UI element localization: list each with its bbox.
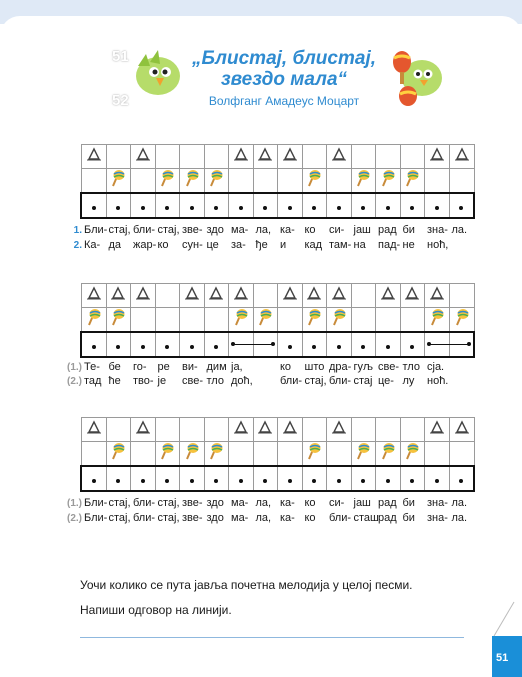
grid-cell [204,145,229,169]
grid-cell [400,418,425,442]
lyric-syllable: ла, [255,224,272,236]
lyric-syllable: там- [329,239,352,251]
maracas-icon [400,169,425,194]
beat-dot [278,466,303,491]
maracas-icon [327,308,352,333]
grid-cell [302,145,327,169]
verse-number: 2. [73,240,82,251]
verse-number: (1.) [67,498,82,509]
maracas-icon [302,442,327,467]
maracas-icon [204,169,229,194]
beat-dot [302,193,327,218]
lyric-syllable: све- [378,361,400,373]
lyric-syllable: ла. [451,512,468,524]
lyric-syllable: зна- [427,497,448,509]
lyric-syllable: здо [206,497,224,509]
grid-cell [81,442,106,467]
grid-cell [180,308,205,333]
beat-dot [351,466,376,491]
tied-beat [425,332,450,357]
beat-dot [81,332,106,357]
grid-cell [449,284,474,308]
verse-number: (2.) [67,513,82,524]
song-title-line-1: „Блистај, блистај, [192,48,376,69]
lyric-syllable: ла, [255,497,272,509]
lyrics-line-3-2 [60,512,480,524]
lyric-syllable: ка- [280,512,295,524]
lyric-syllable: ће [108,375,121,387]
lyric-syllable: стај, [157,224,180,236]
lyric-syllable: ма- [231,497,249,509]
verse-number: 1. [73,225,82,236]
lyric-syllable: зна- [427,224,448,236]
grid-cell [253,284,278,308]
triangle-instrument-icon [229,145,254,169]
lyric-syllable: Бли- [84,512,108,524]
lyric-syllable: стај, [108,497,131,509]
beat-dot [204,332,229,357]
triangle-instrument-icon [425,418,450,442]
maracas-icon [106,169,131,194]
beat-dot [302,466,327,491]
lyric-syllable: зна- [427,512,448,524]
maracas-icon [302,308,327,333]
lyric-syllable: здо [206,512,224,524]
maracas-icon [302,169,327,194]
lyric-syllable: Ка- [84,239,101,251]
triangle-instrument-icon [253,418,278,442]
lyric-syllable: зве- [182,512,203,524]
beat-dot [131,193,156,218]
beat-dot [106,332,131,357]
beat-dot [253,193,278,218]
lyric-syllable: ја, [231,361,243,373]
lyric-syllable: гуљ [353,361,373,373]
beat-dot [204,193,229,218]
lyric-syllable: сја. [427,361,445,373]
beat-dot [229,466,254,491]
beat-dot [131,466,156,491]
grid-cell [155,145,180,169]
beat-dot [155,332,180,357]
lyric-syllable: дим [206,361,227,373]
triangle-instrument-icon [327,145,352,169]
lyric-syllable: дра- [329,361,352,373]
beat-dot [253,466,278,491]
lyric-syllable: рад [378,224,397,236]
lyric-syllable: јаш [353,224,371,236]
grid-cell [449,169,474,194]
lyric-syllable: жар- [133,239,157,251]
maracas-icon [204,442,229,467]
triangle-instrument-icon [278,284,303,308]
grid-cell [449,442,474,467]
triangle-instrument-icon [81,145,106,169]
lyric-syllable: ноћ. [427,375,449,387]
triangle-instrument-icon [449,145,474,169]
lyric-syllable: би [402,224,415,236]
lyric-syllable: стај, [108,224,131,236]
lyric-syllable: Бли- [84,497,108,509]
triangle-instrument-icon [204,284,229,308]
grid-cell [229,169,254,194]
beat-dot [327,332,352,357]
lyric-syllable: ко [304,497,316,509]
lyrics-line-3-1 [60,497,480,509]
triangle-instrument-icon [327,418,352,442]
grid-cell [155,308,180,333]
lyric-syllable: јаш [353,497,371,509]
beat-dot [376,193,401,218]
grid-cell [351,418,376,442]
lyrics-line-2-1 [60,361,480,373]
grid-cell [253,442,278,467]
grid-cell [400,308,425,333]
beat-dot [400,193,425,218]
task-instruction: Напиши одговор на линији. [80,603,232,617]
song-number-1: 51 [112,48,129,65]
maracas-icon [81,308,106,333]
lyric-syllable: ко [157,239,169,251]
lyric-syllable: ви- [182,361,198,373]
lyric-syllable: здо [206,224,224,236]
grid-cell [131,442,156,467]
triangle-instrument-icon [425,145,450,169]
triangle-instrument-icon [131,145,156,169]
lyric-syllable: тло [206,375,224,387]
triangle-instrument-icon [81,284,106,308]
lyric-syllable: ма- [231,512,249,524]
lyric-syllable: зве- [182,497,203,509]
lyric-syllable: кад [304,239,323,251]
grid-cell [425,169,450,194]
beat-dot [351,332,376,357]
triangle-instrument-icon [180,284,205,308]
beat-dot [229,193,254,218]
maracas-icon [376,442,401,467]
lyric-syllable: не [402,239,415,251]
lyric-syllable: Бли- [84,224,108,236]
beat-dot [131,332,156,357]
maracas-icon [155,169,180,194]
grid-cell [376,145,401,169]
grid-cell [180,145,205,169]
lyric-syllable: стај, [304,375,327,387]
pen-icon [484,596,522,640]
maracas-icon [351,169,376,194]
beat-dot [278,193,303,218]
lyric-syllable: лу [402,375,415,387]
lyric-syllable: си- [329,224,345,236]
lyrics-line-1-1 [60,224,480,236]
triangle-instrument-icon [425,284,450,308]
lyric-syllable: све- [182,375,204,387]
maracas-icon [425,308,450,333]
lyric-syllable: зве- [182,224,203,236]
beat-dot [106,466,131,491]
lyric-syllable: ко [304,224,316,236]
bird-mascot-icon [128,44,186,102]
bird-with-maracas-icon [388,44,446,110]
lyric-syllable: бли- [133,224,156,236]
triangle-instrument-icon [229,284,254,308]
grid-cell [131,308,156,333]
triangle-instrument-icon [449,418,474,442]
maracas-icon [229,308,254,333]
triangle-instrument-icon [131,418,156,442]
maracas-icon [180,442,205,467]
beat-dot [400,466,425,491]
beat-dot [376,466,401,491]
grid-cell [376,308,401,333]
grid-cell [204,418,229,442]
triangle-instrument-icon [229,418,254,442]
maracas-icon [106,442,131,467]
beat-dot [180,466,205,491]
grid-cell [155,418,180,442]
lyric-syllable: ка- [280,224,295,236]
grid-cell [204,308,229,333]
lyric-syllable: би [402,512,415,524]
answer-line[interactable] [80,637,464,638]
beat-dot [180,193,205,218]
lyric-syllable: што [304,361,325,373]
rhythm-grid-2 [80,283,475,358]
tied-beat [229,332,254,357]
verse-number: (1.) [67,362,82,373]
grid-cell [253,169,278,194]
task-question: Уочи колико се пута јавља почетна мелодија у целој песми. [80,578,413,592]
grid-cell [327,169,352,194]
grid-cell [180,418,205,442]
lyric-syllable: би [402,497,415,509]
beat-dot [155,466,180,491]
beat-dot [155,193,180,218]
grid-cell [425,442,450,467]
beat-dot [327,193,352,218]
lyric-syllable: ка- [280,497,295,509]
lyric-syllable: стај, [108,512,131,524]
lyric-syllable: ко [280,361,292,373]
song-number-2: 52 [112,92,129,109]
song-title-line-2: звездо мала“ [220,69,348,90]
grid-cell [327,442,352,467]
lyric-syllable: тво- [133,375,154,387]
lyric-syllable: и [280,239,287,251]
lyric-syllable: ноћ, [427,239,449,251]
triangle-instrument-icon [278,418,303,442]
beat-dot [400,332,425,357]
lyric-syllable: тад [84,375,102,387]
beat-dot [327,466,352,491]
beat-dot [106,193,131,218]
beat-dot [376,332,401,357]
lyrics-line-2-2 [60,375,480,387]
grid-cell [376,418,401,442]
lyric-syllable: је [157,375,167,387]
lyric-syllable: Те- [84,361,100,373]
maracas-icon [400,442,425,467]
grid-cell [81,169,106,194]
lyric-syllable: бе [108,361,121,373]
lyric-syllable: ђе [255,239,268,251]
lyric-syllable: ла. [451,224,468,236]
lyric-syllable: це- [378,375,394,387]
beat-dot [425,466,450,491]
grid-cell [351,308,376,333]
maracas-icon [155,442,180,467]
grid-cell [278,308,303,333]
triangle-instrument-icon [131,284,156,308]
lyric-syllable: стај [353,375,373,387]
song-title [186,48,382,90]
maracas-icon [180,169,205,194]
top-band-curve [0,16,522,36]
maracas-icon [376,169,401,194]
lyric-syllable: бли- [329,375,352,387]
lyric-syllable: бли- [133,512,156,524]
lyric-syllable: доћ, [231,375,253,387]
beat-dot [204,466,229,491]
lyric-syllable: го- [133,361,147,373]
triangle-instrument-icon [400,284,425,308]
beat-dot [425,193,450,218]
lyric-syllable: рад [378,512,397,524]
lyric-syllable: тло [402,361,420,373]
grid-cell [155,284,180,308]
lyric-syllable: пад- [378,239,401,251]
lyric-syllable: ла, [255,512,272,524]
triangle-instrument-icon [278,145,303,169]
page-number: 51 [496,652,509,664]
triangle-instrument-icon [376,284,401,308]
lyric-syllable: сун- [182,239,203,251]
beat-dot [302,332,327,357]
beat-dot [449,193,474,218]
grid-cell [131,169,156,194]
triangle-instrument-icon [327,284,352,308]
triangle-instrument-icon [106,284,131,308]
lyric-syllable: бли- [329,512,352,524]
lyric-syllable: си- [329,497,345,509]
lyric-syllable: стај, [157,512,180,524]
triangle-instrument-icon [253,145,278,169]
grid-cell [106,418,131,442]
maracas-icon [106,308,131,333]
grid-cell [278,442,303,467]
lyric-syllable: ла. [451,497,468,509]
triangle-instrument-icon [81,418,106,442]
lyric-syllable: рад [378,497,397,509]
lyric-syllable: бли- [133,497,156,509]
beat-dot [180,332,205,357]
rhythm-grid-3 [80,417,475,492]
beat-dot [449,466,474,491]
lyric-syllable: ко [304,512,316,524]
triangle-instrument-icon [302,284,327,308]
composer-name: Волфганг Амадеус Моцарт [208,94,360,108]
lyric-syllable: стај, [157,497,180,509]
grid-cell [302,418,327,442]
lyric-syllable: бли- [280,375,303,387]
lyric-syllable: це [206,239,219,251]
lyric-syllable: ма- [231,224,249,236]
beat-dot [278,332,303,357]
grid-cell [351,284,376,308]
beat-dot [81,193,106,218]
grid-cell [278,169,303,194]
lyric-syllable: да [108,239,122,251]
lyrics-line-1-2 [60,239,480,251]
lyric-syllable: сташ [353,512,379,524]
lyric-syllable: ре [157,361,170,373]
grid-cell [400,145,425,169]
verse-number: (2.) [67,376,82,387]
lyric-syllable: на [353,239,366,251]
maracas-icon [449,308,474,333]
rhythm-grid-1 [80,144,475,219]
lyric-syllable: за- [231,239,246,251]
grid-cell [351,145,376,169]
grid-cell [106,145,131,169]
maracas-icon [351,442,376,467]
beat-dot [351,193,376,218]
grid-cell [229,442,254,467]
beat-dot [81,466,106,491]
maracas-icon [253,308,278,333]
